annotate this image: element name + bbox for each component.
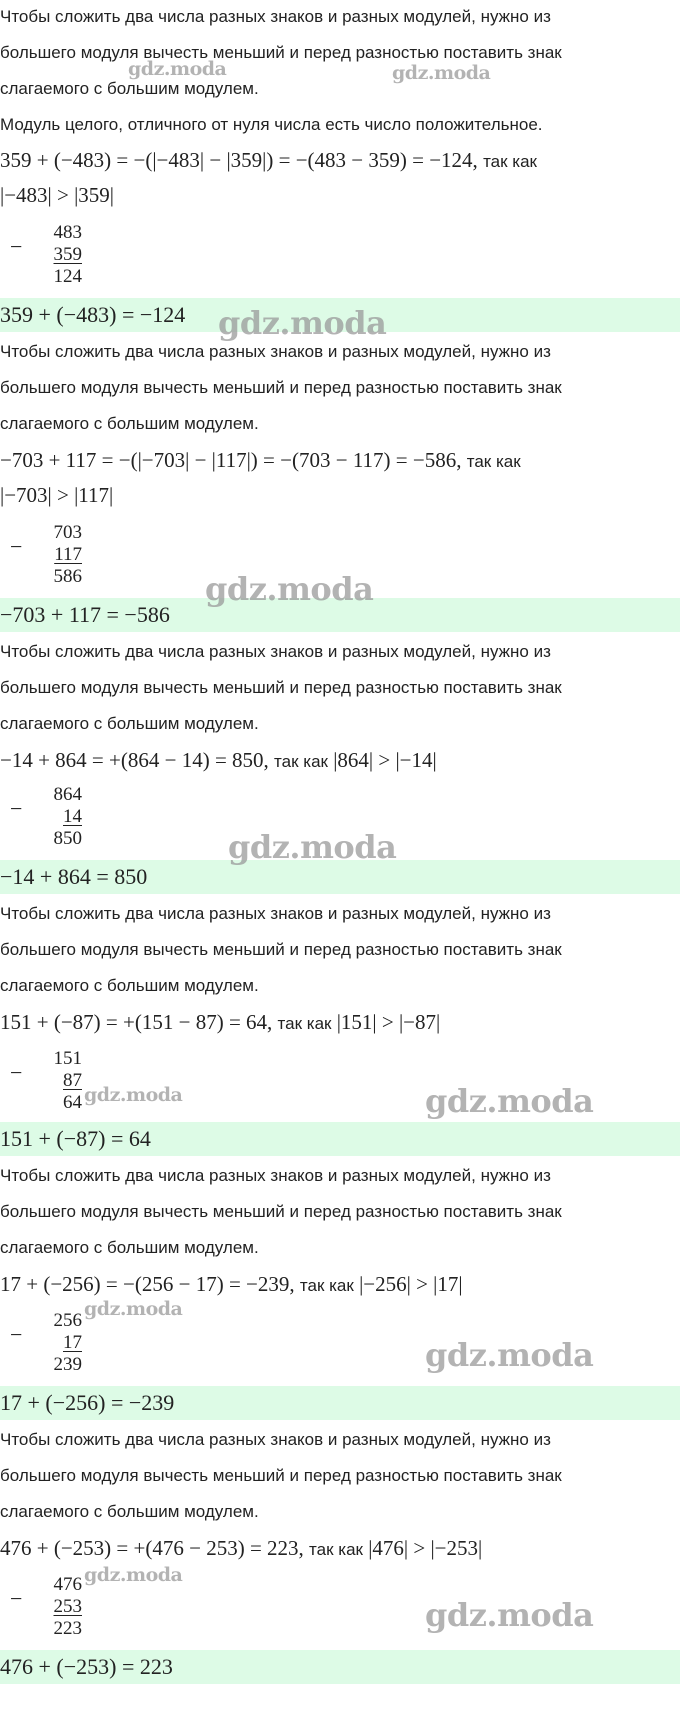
because-text: так как xyxy=(277,1014,332,1033)
because-text: так как xyxy=(299,1276,354,1295)
rule-line-1: Чтобы сложить два числа разных знаков и разных модулей, нужно из xyxy=(0,1166,551,1185)
because-text: так как xyxy=(274,752,328,771)
column-subtraction xyxy=(42,1310,82,1376)
watermark: gdz.moda xyxy=(128,58,227,80)
watermark: gdz.moda xyxy=(425,1336,594,1374)
rule-line-3: слагаемого с большим модулем. xyxy=(0,414,259,433)
rule-line-3: слагаемого с большим модулем. xyxy=(0,714,259,733)
difference: 124 xyxy=(53,266,82,287)
because-text: так как xyxy=(309,1540,363,1559)
minus-sign: − xyxy=(10,1586,23,1611)
rule-line-3: слагаемого с большим модулем. xyxy=(0,1238,259,1257)
rule-line-2: большего модуля вычесть меньший и перед разностью поставить знак xyxy=(0,378,562,397)
subtrahend: 359 xyxy=(53,244,82,265)
watermark: gdz.moda xyxy=(84,1084,183,1106)
rule-line-1: Чтобы сложить два числа разных знаков и разных модулей, нужно из xyxy=(0,7,551,26)
rule-line-3: слагаемого с большим модулем. xyxy=(0,79,259,98)
answer-line: 17 + (−256) = −239 xyxy=(0,1390,175,1415)
solution-expression xyxy=(0,1536,482,1561)
rule-line-3: слагаемого с большим модулем. xyxy=(0,1502,259,1521)
rule-line-1: Чтобы сложить два числа разных знаков и разных модулей, нужно из xyxy=(0,642,551,661)
rule-line-2: большего модуля вычесть меньший и перед разностью поставить знак xyxy=(0,1202,562,1221)
minuend: 151 xyxy=(53,1048,82,1069)
rule-line-2: большего модуля вычесть меньший и перед разностью поставить знак xyxy=(0,43,562,62)
expression-text: −703 + 117 = −(|−703| − |117|) = −(703 − 117) = −586, xyxy=(0,448,462,472)
rule-line-3: слагаемого с большим модулем. xyxy=(0,976,259,995)
column-subtraction xyxy=(42,1048,82,1114)
minuend: 864 xyxy=(53,784,82,805)
modulus-condition: |864| > |−14| xyxy=(333,748,437,772)
modulus-condition: |−483| > |359| xyxy=(0,183,115,207)
expression-text: 359 + (−483) = −(|−483| − |359|) = −(483 − 359) = −124, xyxy=(0,148,478,172)
solution-expression xyxy=(0,1010,440,1035)
column-subtraction xyxy=(42,784,82,850)
minuend: 483 xyxy=(53,222,82,243)
minus-sign: − xyxy=(10,1322,23,1347)
subtrahend: 87 xyxy=(63,1070,82,1091)
subtrahend: 253 xyxy=(53,1596,82,1617)
subtrahend: 17 xyxy=(63,1332,82,1353)
solution-expression xyxy=(0,448,521,473)
because-text: так как xyxy=(466,452,521,471)
expression-text: 17 + (−256) = −(256 − 17) = −239, xyxy=(0,1272,295,1296)
subtrahend: 14 xyxy=(63,806,82,827)
answer-line: −703 + 117 = −586 xyxy=(0,602,170,627)
watermark: gdz.moda xyxy=(84,1564,183,1586)
watermark: gdz.moda xyxy=(84,1298,183,1320)
rule-line-2: большего модуля вычесть меньший и перед разностью поставить знак xyxy=(0,678,562,697)
solution-expression xyxy=(0,1272,463,1297)
expression-text: 151 + (−87) = +(151 − 87) = 64, xyxy=(0,1010,273,1034)
solution-expression xyxy=(0,148,537,173)
watermark: gdz.moda xyxy=(425,1082,594,1120)
watermark: gdz.moda xyxy=(228,828,397,866)
column-subtraction xyxy=(42,1574,82,1640)
watermark: gdz.moda xyxy=(218,304,387,342)
minus-sign: − xyxy=(10,534,23,559)
difference: 586 xyxy=(53,566,82,587)
minuend: 476 xyxy=(53,1574,82,1595)
watermark: gdz.moda xyxy=(425,1596,594,1634)
rule-line-1: Чтобы сложить два числа разных знаков и разных модулей, нужно из xyxy=(0,342,551,361)
expression-text: −14 + 864 = +(864 − 14) = 850, xyxy=(0,748,269,772)
rule-line-1: Чтобы сложить два числа разных знаков и разных модулей, нужно из xyxy=(0,1430,551,1449)
difference: 64 xyxy=(63,1092,82,1113)
answer-line: −14 + 864 = 850 xyxy=(0,864,148,889)
answer-line: 476 + (−253) = 223 xyxy=(0,1654,173,1679)
expression-text: 476 + (−253) = +(476 − 253) = 223, xyxy=(0,1536,304,1560)
rule-line-2: большего модуля вычесть меньший и перед разностью поставить знак xyxy=(0,940,562,959)
answer-line: 151 + (−87) = 64 xyxy=(0,1126,151,1151)
difference: 223 xyxy=(53,1618,82,1639)
minus-sign: − xyxy=(10,796,23,821)
solution-expression xyxy=(0,748,437,773)
modulus-condition: |476| > |−253| xyxy=(368,1536,483,1560)
answer-line: 359 + (−483) = −124 xyxy=(0,302,186,327)
rule-line-1: Чтобы сложить два числа разных знаков и разных модулей, нужно из xyxy=(0,904,551,923)
difference: 850 xyxy=(53,828,82,849)
modulus-condition: |−703| > |117| xyxy=(0,483,114,507)
extra-rule-line: Модуль целого, отличного от нуля числа есть число положительное. xyxy=(0,115,543,134)
because-text: так как xyxy=(483,152,537,171)
difference: 239 xyxy=(53,1354,82,1375)
watermark: gdz.moda xyxy=(205,570,374,608)
watermark: gdz.moda xyxy=(392,62,491,84)
minuend: 703 xyxy=(53,522,82,543)
minuend: 256 xyxy=(53,1310,82,1331)
subtrahend: 117 xyxy=(54,544,82,565)
column-subtraction xyxy=(42,222,82,288)
minus-sign: − xyxy=(10,234,23,259)
modulus-condition: |151| > |−87| xyxy=(336,1010,441,1034)
minus-sign: − xyxy=(10,1060,23,1085)
column-subtraction xyxy=(42,522,82,588)
modulus-condition: |−256| > |17| xyxy=(359,1272,463,1296)
rule-line-2: большего модуля вычесть меньший и перед разностью поставить знак xyxy=(0,1466,562,1485)
